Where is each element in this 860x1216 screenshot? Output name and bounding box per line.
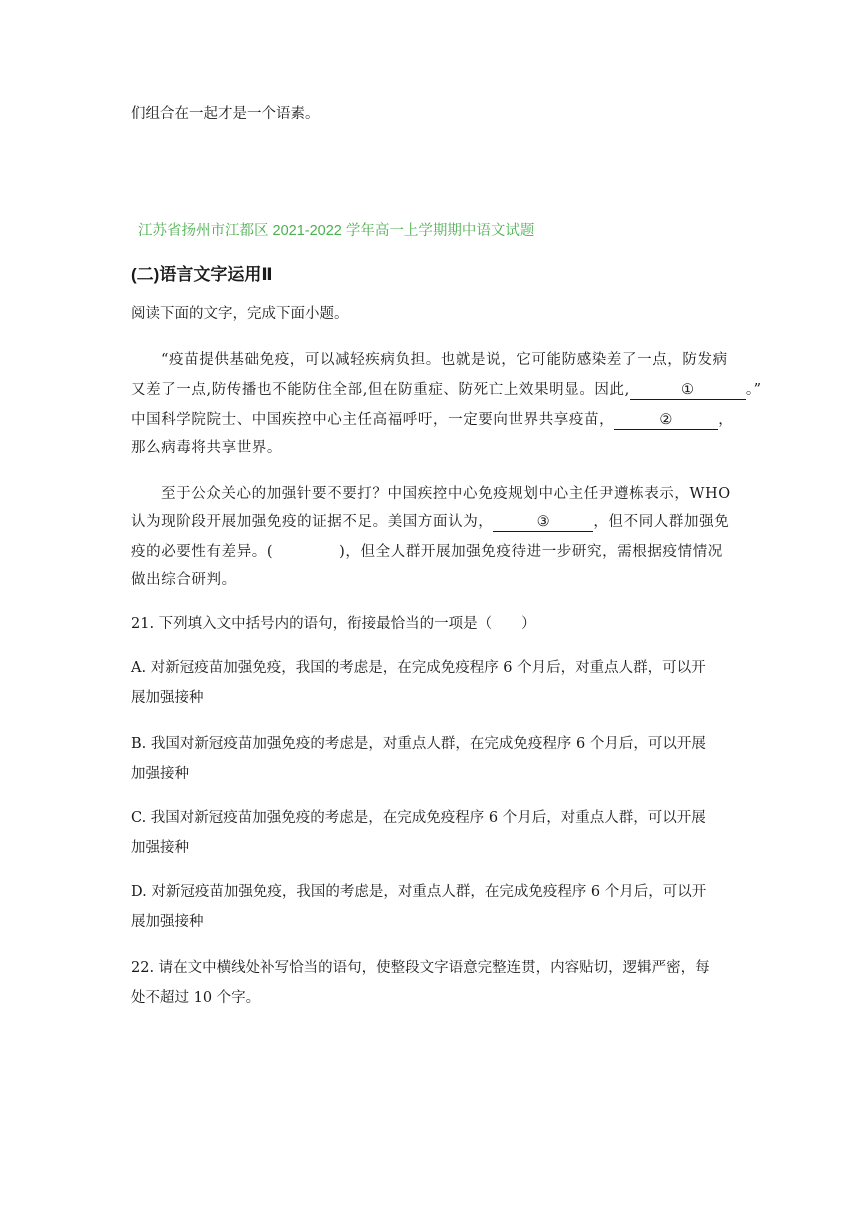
q21-option-d-line2: 展加强接种 bbox=[131, 914, 204, 930]
q22-stem-line1: 22. 请在文中横线处补写恰当的语句，使整段文字语意完整连贯，内容贴切，逻辑严密，每 bbox=[131, 960, 710, 976]
passage-p1-line3 bbox=[131, 410, 734, 430]
q21-option-a-line1: A. 对新冠疫苗加强免疫，我国的考虑是，在完成免疫程序 6 个月后，对重点人群，可以开 bbox=[131, 660, 706, 676]
passage-p2-line3 bbox=[131, 542, 731, 562]
passage-text: 。” bbox=[745, 382, 762, 398]
passage-p1-line2 bbox=[131, 380, 762, 400]
q21-option-c-line1: C. 我国对新冠疫苗加强免疫的考虑是，在完成免疫程序 6 个月后，对重点人群，可以开展 bbox=[131, 810, 706, 826]
passage-p2-line4: 做出综合研判。 bbox=[131, 572, 237, 588]
passage-text: ，但不同人群加强免 bbox=[593, 514, 730, 530]
passage-p2-line2 bbox=[131, 512, 731, 532]
source-title: 江苏省扬州市江都区 2021-2022 学年高一上学期期中语文试题 bbox=[138, 223, 535, 239]
top-fragment: 们组合在一起才是一个语素。 bbox=[131, 106, 320, 122]
instruction: 阅读下面的文字，完成下面小题。 bbox=[131, 306, 349, 322]
blank-3: ③ bbox=[493, 513, 593, 532]
q21-option-d-line1: D. 对新冠疫苗加强免疫，我国的考虑是，对重点人群，在完成免疫程序 6 个月后，可以开 bbox=[131, 884, 707, 900]
passage-text: 又差了一点,防传播也不能防住全部,但在防重症、防死亡上效果明显。因此, bbox=[131, 382, 630, 398]
q21-stem: 21. 下列填入文中括号内的语句，衔接最恰当的一项是（ ） bbox=[131, 616, 536, 632]
q21-option-b-line1: B. 我国对新冠疫苗加强免疫的考虑是，对重点人群，在完成免疫程序 6 个月后，可以开展 bbox=[131, 736, 706, 752]
blank-1: ① bbox=[630, 381, 746, 400]
passage-text: )，但全人群开展加强免疫待进一步研究，需根据疫情情况 bbox=[339, 544, 723, 560]
q21-option-b-line2: 加强接种 bbox=[131, 766, 189, 782]
passage-p1-line1: “疫苗提供基础免疫，可以减轻疾病负担。也就是说，它可能防感染差了一点，防发病 bbox=[161, 352, 728, 368]
passage-text: ， bbox=[718, 412, 734, 428]
passage-p2-line1: 至于公众关心的加强针要不要打？中国疾控中心免疫规划中心主任尹遵栋表示，WHO bbox=[161, 486, 731, 502]
blank-2: ② bbox=[614, 411, 718, 430]
q21-option-a-line2: 展加强接种 bbox=[131, 690, 204, 706]
passage-text: 中国科学院院士、中国疾控中心主任高福呼吁，一定要向世界共享疫苗， bbox=[131, 412, 615, 428]
q22-stem-line2: 处不超过 10 个字。 bbox=[131, 990, 261, 1006]
passage-text: 认为现阶段开展加强免疫的证据不足。美国方面认为， bbox=[131, 514, 494, 530]
q21-option-c-line2: 加强接种 bbox=[131, 840, 189, 856]
section-title: (二)语言文字运用Ⅱ bbox=[131, 265, 273, 284]
passage-p1-line4: 那么病毒将共享世界。 bbox=[131, 440, 282, 456]
passage-text: 疫的必要性有差异。( bbox=[131, 544, 274, 560]
